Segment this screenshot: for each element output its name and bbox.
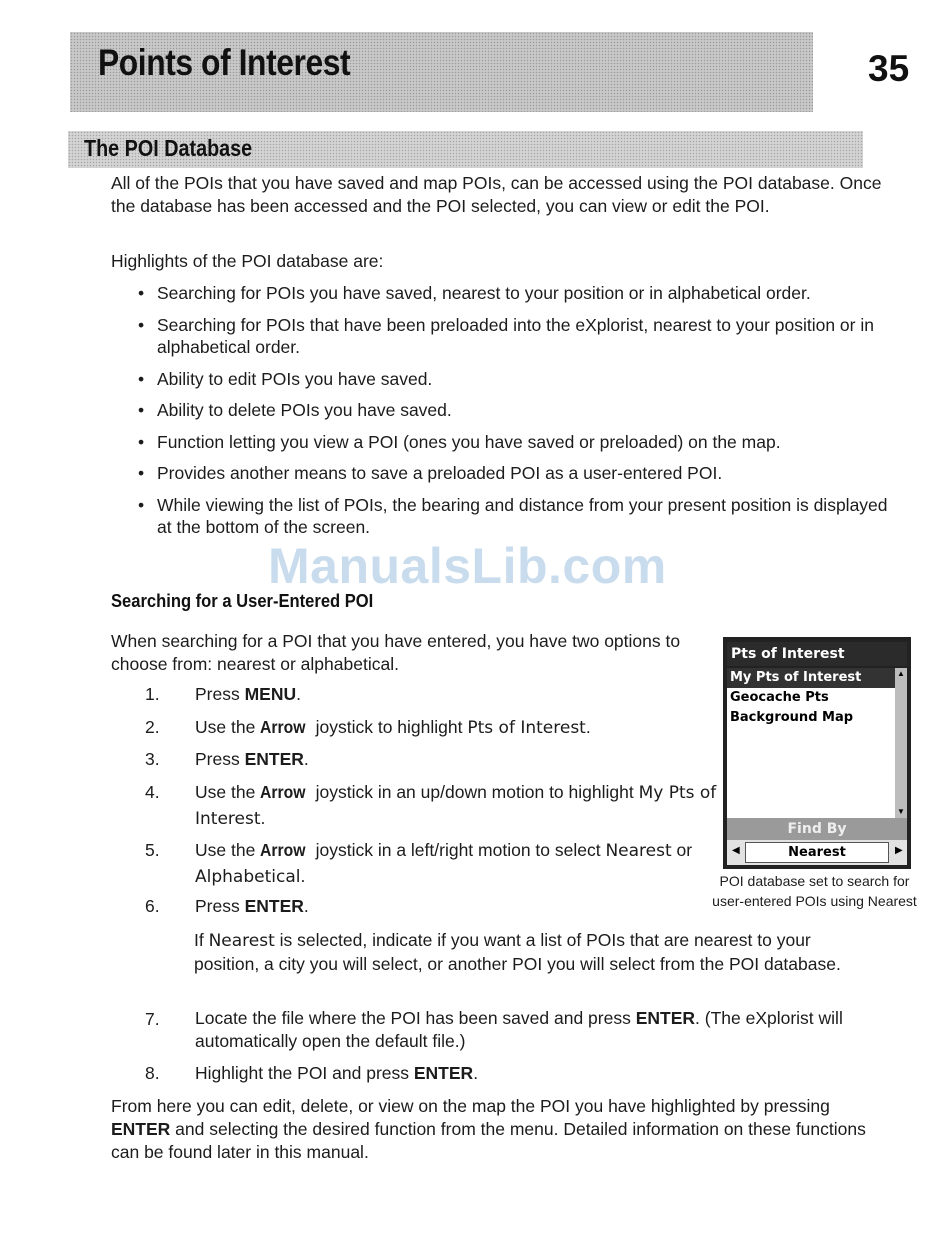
key-name: ENTER	[244, 749, 304, 769]
bullet-item: • Searching for POIs that have been preloaded into the eXplorist, nearest to your position or in alphabetical order.	[138, 314, 898, 359]
bullet-item: • Ability to delete POIs you have saved.	[138, 399, 898, 422]
highlights-intro: Highlights of the POI database are:	[111, 251, 384, 271]
step-number: 8.	[145, 1063, 160, 1083]
step-text: Use the Arrow joystick to highlight Pts of Interest.	[195, 717, 591, 738]
step-number: 5.	[145, 840, 160, 860]
screen-term: Alphabetical	[195, 867, 301, 887]
intro-paragraph: All of the POIs that you have saved and map POIs, can be accessed using the POI database. Once the database has been accessed and the POI selected, you can view or edit the POI.	[111, 173, 882, 216]
bullet-item: • Searching for POIs you have saved, nearest to your position or in alphabetical order.	[138, 282, 898, 305]
closing-paragraph: From here you can edit, delete, or view on the map the POI you have highlighted by pressing ENTER and selecting the desired function from the menu. Detailed information on these functions can be found later in this manual.	[111, 1096, 866, 1162]
subsection-intro: When searching for a POI that you have entered, you have two options to choose from: nearest or alphabetical.	[111, 631, 681, 674]
step-text: Locate the file where the POI has been saved and press ENTER. (The eXplorist will automatically open the default file.)	[195, 1008, 843, 1051]
key-name: ENTER	[413, 1063, 474, 1083]
device-title: Pts of Interest	[727, 642, 907, 666]
bullet-item: • Provides another means to save a preloaded POI as a user-entered POI.	[138, 462, 898, 485]
screen-term: Nearest	[605, 841, 672, 861]
key-name: ENTER	[244, 896, 304, 916]
step-number: 2.	[145, 717, 160, 737]
highlights-list	[138, 282, 898, 539]
device-selector-value: Nearest	[745, 842, 889, 863]
key-name: ENTER	[111, 1119, 171, 1139]
device-selector	[727, 840, 907, 865]
device-screenshot	[723, 637, 911, 869]
step-text: Use the Arrow joystick in a left/right motion to select Nearest or Alphabetical.	[195, 840, 693, 887]
bullet-item: • Ability to edit POIs you have saved.	[138, 368, 898, 391]
device-list-item: Geocache Pts	[730, 690, 829, 705]
device-scrollbar	[895, 668, 907, 818]
key-name: Arrow	[260, 782, 306, 802]
key-name: ENTER	[635, 1008, 696, 1028]
key-name: MENU	[244, 684, 297, 704]
key-name: Arrow	[260, 717, 306, 737]
step-text: Press ENTER.	[195, 896, 309, 916]
step-number: 1.	[145, 684, 160, 704]
figure-caption: POI database set to search for user-entered POIs using Nearest	[712, 873, 917, 909]
step-text: Highlight the POI and press ENTER.	[195, 1063, 479, 1083]
right-arrow-icon: ▶	[895, 845, 903, 856]
step-text: Use the Arrow joystick in an up/down motion to highlight My Pts of Interest.	[195, 782, 717, 829]
watermark: ManualsLib.com	[268, 538, 667, 594]
scroll-down-icon: ▼	[897, 807, 905, 816]
page-number: 35	[868, 48, 910, 89]
screen-term: Nearest	[208, 931, 275, 951]
step-number: 3.	[145, 749, 160, 769]
key-name: Arrow	[260, 840, 306, 860]
device-list-item-selected: My Pts of Interest	[727, 668, 907, 688]
scroll-up-icon: ▲	[897, 669, 905, 678]
step-number: 7.	[145, 1009, 160, 1029]
bullet-item: • Function letting you view a POI (ones you have saved or preloaded) on the map.	[138, 431, 898, 454]
screen-term: Pts of Interest	[467, 718, 586, 738]
subsection-title: Searching for a User-Entered POI	[111, 591, 374, 611]
section-title: The POI Database	[84, 135, 253, 161]
step-number: 6.	[145, 896, 160, 916]
left-arrow-icon: ◀	[732, 845, 740, 856]
page-title: Points of Interest	[98, 42, 351, 83]
nearest-note: If Nearest is selected, indicate if you want a list of POIs that are nearest to your position, a city you will select, or another POI you will select from the POI database.	[194, 930, 841, 974]
device-list-item: Background Map	[730, 710, 854, 725]
screen-term: My Pts of Interest	[195, 783, 717, 829]
device-find-by-label: Find By	[727, 818, 907, 840]
step-text: Press MENU.	[195, 684, 302, 704]
step-number: 4.	[145, 782, 160, 802]
step-text: Press ENTER.	[195, 749, 309, 769]
bullet-item: • While viewing the list of POIs, the bearing and distance from your present position is displayed at the bottom of the screen.	[138, 494, 898, 539]
device-list	[727, 668, 907, 818]
